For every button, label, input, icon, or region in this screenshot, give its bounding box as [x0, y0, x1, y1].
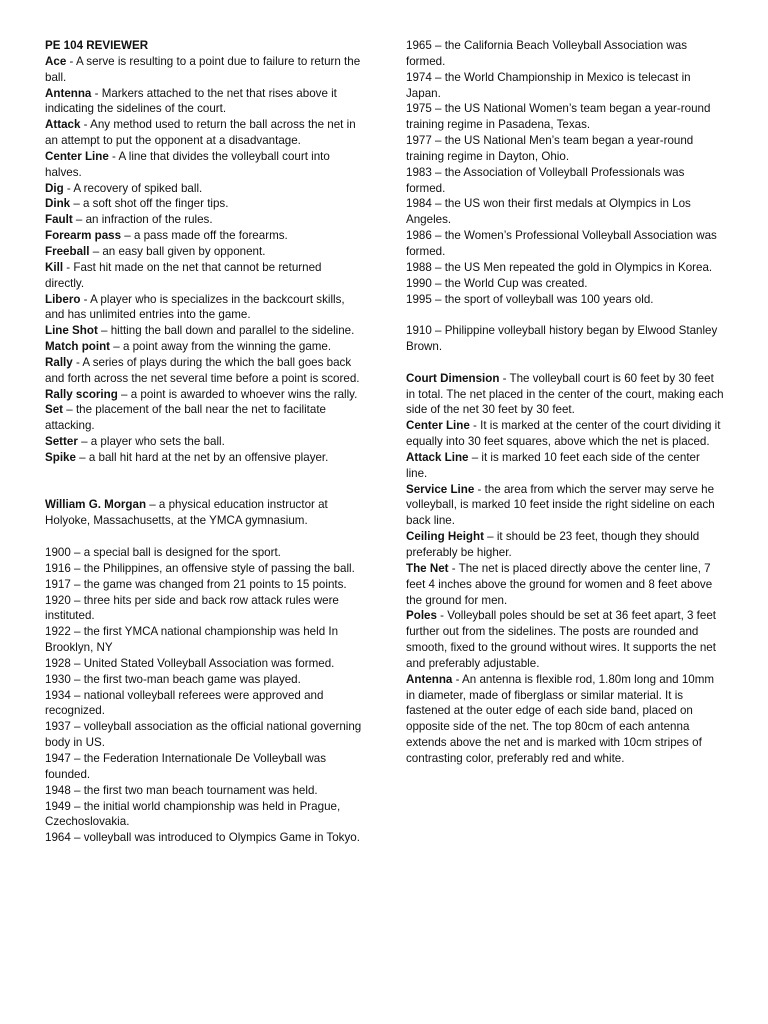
history-entry — [45, 561, 363, 577]
history-entry-text: the US National Women’s team began a year-round training regime in Pasadena, Texas. — [406, 102, 711, 132]
court-entry — [406, 371, 724, 419]
history-entry — [406, 260, 724, 276]
court-entry — [406, 529, 724, 561]
history-entry-separator: – — [431, 70, 445, 84]
history-entry-year: 1922 — [45, 625, 71, 639]
philippines-text: Philippine volleyball history began by Elwood Stanley Brown. — [406, 324, 718, 354]
spacer — [45, 466, 363, 498]
history-entry-separator: – — [431, 197, 445, 211]
history-entry — [406, 196, 724, 228]
court-entry-separator: – — [468, 450, 482, 464]
glossary-entry-definition: a ball hit hard at the net by an offensive player. — [88, 450, 329, 464]
glossary-entry-separator: – — [110, 340, 123, 354]
glossary-entry-definition: a point away from the winning the game. — [122, 340, 332, 354]
glossary-entry-term: Attack — [45, 118, 81, 132]
glossary-entry — [45, 260, 363, 292]
history-entry-text: United Stated Volleyball Association was formed. — [83, 656, 335, 670]
history-entry-separator: – — [70, 831, 84, 845]
history-entry-year: 1984 — [406, 197, 432, 211]
history-entry-year: 1928 — [45, 656, 71, 670]
glossary-entry — [45, 402, 363, 434]
glossary-entry-separator: – — [121, 229, 134, 243]
history-entry-separator: – — [70, 799, 84, 813]
glossary-entry-definition: Fast hit made on the net that cannot be returned directly. — [45, 260, 322, 290]
glossary-entry-term: Rally scoring — [45, 387, 118, 401]
document-title: PE 104 REVIEWER — [45, 39, 149, 52]
glossary-entry-term: Dig — [45, 181, 64, 195]
glossary-entry — [45, 339, 363, 355]
glossary-entry — [45, 212, 363, 228]
history-entry-separator: – — [431, 134, 445, 148]
glossary-entry — [45, 181, 363, 197]
history-entry — [406, 276, 724, 292]
history-entry-text: the US National Men’s team began a year-round training regime in Dayton, Ohio. — [406, 134, 694, 163]
court-entry-definition: The volleyball court is 60 feet by 30 feet in total. The net placed in the center of the court, making each side of the net 30 feet by 30 feet. — [406, 371, 724, 417]
glossary-entry-definition: A series of plays during the which the ball goes back and forth across the net several time before a point is scored. — [45, 355, 360, 385]
history-entry — [45, 577, 363, 593]
court-entry — [406, 482, 724, 530]
spacer — [406, 355, 724, 371]
court-entry-separator: - — [452, 672, 463, 686]
history-entry-year: 1916 — [45, 561, 71, 575]
court-entry-definition: the area from which the server may serve he volleyball, is marked 10 feet inside the right sideline on each back line. — [406, 482, 715, 528]
glossary-entry-separator: – — [70, 197, 84, 211]
court-entry-separator: - — [474, 482, 485, 496]
history-entry-text: a special ball is designed for the sport. — [83, 546, 281, 559]
history-entry — [45, 656, 363, 672]
glossary-entry — [45, 434, 363, 450]
history-entry-year: 1900 — [45, 546, 71, 559]
glossary-entry — [45, 149, 363, 181]
history-entry-year: 1988 — [406, 260, 432, 274]
glossary-entry-definition: Markers attached to the net that rises above it indicating the sidelines of the court. — [45, 86, 337, 116]
court-list — [406, 371, 724, 767]
glossary-entry — [45, 323, 363, 339]
court-entry-term: Center Line — [406, 419, 470, 433]
glossary-entry-term: Spike — [45, 450, 76, 464]
court-entry-definition: it should be 23 feet, though they should preferably be higher. — [406, 530, 700, 559]
history-entry-separator: – — [70, 656, 84, 670]
glossary-entry-definition: an easy ball given by opponent. — [102, 244, 266, 258]
glossary-entry-term: Fault — [45, 213, 73, 227]
history-entry-text: the first YMCA national championship was held In Brooklyn, NY — [45, 625, 339, 655]
history-entry — [406, 133, 724, 165]
spacer — [45, 529, 363, 545]
glossary-entry — [45, 54, 363, 86]
history-entry — [45, 719, 363, 751]
history-entry-year: 1977 — [406, 134, 432, 148]
glossary-entry-term: Antenna — [45, 86, 92, 100]
court-entry-term: Court Dimension — [406, 371, 500, 385]
glossary-entry — [45, 86, 363, 118]
history-list-right — [406, 38, 724, 307]
history-entry-year: 1990 — [406, 276, 432, 290]
glossary-entry-term: Libero — [45, 292, 81, 306]
inventor-name: William G. Morgan — [45, 498, 147, 512]
glossary-entry-definition: a pass made off the forearms. — [133, 229, 288, 243]
glossary-entry — [45, 387, 363, 403]
glossary-entry-definition: hitting the ball down and parallel to the sideline. — [110, 324, 355, 338]
glossary-entry-term: Dink — [45, 197, 71, 211]
history-entry-text: the Association of Volleyball Professionals was formed. — [406, 165, 685, 195]
glossary-entry-separator: - — [80, 292, 91, 306]
history-entry — [406, 228, 724, 260]
court-entry-definition: Volleyball poles should be set at 36 feet apart, 3 feet further out from the sidelines. The posts are rounded and smooth, fixed to the ground without wires. It supports the net and preferably adjustable. — [406, 609, 717, 670]
history-entry-separator: – — [70, 672, 84, 686]
history-entry-text: the first two-man beach game was played. — [83, 672, 301, 686]
history-entry-year: 1965 — [406, 39, 432, 52]
history-entry-year: 1986 — [406, 229, 432, 243]
history-entry-separator: – — [70, 625, 84, 639]
philippines-separator: – — [431, 324, 445, 338]
history-entry-separator: – — [70, 577, 84, 591]
history-entry-separator: – — [70, 751, 84, 765]
glossary-entry-definition: A serve is resulting to a point due to failure to return the ball. — [45, 54, 361, 84]
history-entry-separator: – — [431, 276, 445, 290]
history-entry-text: volleyball association as the official national governing body in US. — [45, 720, 362, 750]
glossary-entry-term: Set — [45, 403, 64, 417]
glossary-entry — [45, 196, 363, 212]
glossary-entry-term: Kill — [45, 260, 64, 274]
inventor-entry — [45, 497, 363, 529]
history-entry — [406, 292, 724, 308]
history-entry-text: the World Championship in Mexico is telecast in Japan. — [406, 70, 691, 100]
inventor-separator: – — [146, 498, 159, 512]
history-entry-separator: – — [70, 561, 84, 575]
court-entry — [406, 672, 724, 767]
history-entry — [45, 688, 363, 720]
glossary-list — [45, 54, 363, 466]
history-entry-text: the first two man beach tournament was held. — [83, 783, 318, 797]
court-entry-separator: - — [469, 419, 481, 433]
history-entry-year: 1983 — [406, 165, 432, 179]
history-entry-text: volleyball was introduced to Olympics Game in Tokyo. — [83, 831, 360, 845]
right-column — [406, 38, 724, 767]
history-entry-text: the sport of volleyball was 100 years old. — [444, 292, 654, 306]
history-entry-year: 1975 — [406, 102, 432, 116]
history-entry-separator: – — [431, 292, 445, 306]
history-entry-separator: – — [70, 546, 84, 559]
court-entry-definition: The net is placed directly above the center line, 7 feet 4 inches above the ground for women and 8 feet above the ground for men. — [406, 561, 713, 607]
court-entry — [406, 418, 724, 450]
court-entry-definition: An antenna is flexible rod, 1.80m long and 10mm in diameter, made of fiberglass or similar material. It is fastened at the outer edge of each side band, placed on opposite side of the net. The top 80cm of each antenna extends above the net and is marked with 10cm stripes of contrasting color, preferably red and white. — [406, 672, 715, 765]
glossary-entry-separator: – — [117, 387, 131, 401]
history-entry-text: the initial world championship was held in Prague, Czechoslovakia. — [45, 799, 341, 829]
history-entry-text: national volleyball referees were approved and recognized. — [45, 688, 324, 718]
glossary-entry-definition: a player who sets the ball. — [90, 435, 225, 449]
glossary-entry-definition: Any method used to return the ball across the net in an attempt to put the opponent at a disadvantage. — [45, 118, 356, 148]
glossary-entry-term: Rally — [45, 355, 73, 369]
glossary-entry-term: Freeball — [45, 244, 90, 258]
court-entry — [406, 561, 724, 609]
history-entry-text: the California Beach Volleyball Association was formed. — [406, 39, 688, 68]
court-entry-term: The Net — [406, 561, 449, 575]
history-list-left — [45, 545, 363, 846]
history-entry-text: the US won their first medals at Olympics in Los Angeles. — [406, 197, 691, 227]
glossary-entry-separator: – — [63, 403, 76, 417]
history-entry-text: the World Cup was created. — [444, 276, 588, 290]
history-entry-year: 1949 — [45, 799, 71, 813]
glossary-entry-separator: – — [89, 244, 103, 258]
court-entry-definition: It is marked at the center of the court dividing it equally into 30 feet squares, above which the net is placed. — [406, 419, 721, 449]
glossary-entry-separator: – — [75, 450, 89, 464]
glossary-entry-separator: – — [77, 435, 91, 449]
left-column — [45, 38, 363, 846]
court-entry — [406, 450, 724, 482]
history-entry — [45, 624, 363, 656]
glossary-entry — [45, 450, 363, 466]
history-entry-separator: – — [70, 688, 84, 702]
glossary-entry-term: Center Line — [45, 149, 109, 163]
history-entry-year: 1995 — [406, 292, 432, 306]
court-entry-term: Attack Line — [406, 450, 469, 464]
glossary-entry-definition: an infraction of the rules. — [85, 213, 213, 227]
glossary-entry-definition: the placement of the ball near the net to facilitate attacking. — [45, 403, 327, 433]
glossary-entry — [45, 244, 363, 260]
history-entry — [45, 799, 363, 831]
glossary-entry-definition: a point is awarded to whoever wins the rally. — [130, 387, 358, 401]
history-entry-year: 1964 — [45, 831, 71, 845]
glossary-entry-term: Line Shot — [45, 324, 98, 338]
history-entry — [406, 38, 724, 70]
glossary-entry — [45, 355, 363, 387]
history-entry-separator: – — [431, 229, 445, 243]
history-entry — [45, 672, 363, 688]
glossary-entry-separator: - — [63, 181, 74, 195]
history-entry-separator: – — [431, 260, 445, 274]
court-entry-separator: - — [436, 609, 448, 623]
glossary-entry-definition: a soft shot off the finger tips. — [83, 197, 229, 211]
glossary-entry-definition: A recovery of spiked ball. — [73, 181, 203, 195]
glossary-entry-separator: – — [97, 324, 111, 338]
glossary-entry-separator: - — [66, 54, 76, 68]
spacer — [406, 307, 724, 323]
philippines-year: 1910 — [406, 324, 432, 338]
glossary-entry — [45, 292, 363, 324]
court-entry-term: Poles — [406, 609, 437, 623]
history-entry-text: the Federation Internationale De Volleyball was founded. — [45, 751, 327, 781]
history-entry-text: the Philippines, an offensive style of passing the ball. — [83, 561, 355, 575]
glossary-entry-separator: - — [91, 86, 102, 100]
glossary-entry-separator: – — [72, 213, 86, 227]
court-entry-definition: it is marked 10 feet each side of the center line. — [406, 450, 700, 480]
history-entry-year: 1930 — [45, 672, 71, 686]
history-entry-separator: – — [431, 102, 445, 116]
glossary-entry-term: Setter — [45, 435, 78, 449]
court-entry — [406, 608, 724, 671]
glossary-entry — [45, 117, 363, 149]
court-entry-term: Antenna — [406, 672, 453, 686]
court-entry-separator: – — [483, 530, 497, 544]
history-entry-year: 1974 — [406, 70, 432, 84]
history-entry — [45, 545, 363, 561]
glossary-entry-separator: - — [108, 149, 119, 163]
history-entry-year: 1920 — [45, 593, 71, 607]
history-entry — [45, 751, 363, 783]
history-entry-text: the game was changed from 21 points to 15 points. — [83, 577, 347, 591]
history-entry-year: 1947 — [45, 751, 71, 765]
history-entry — [45, 783, 363, 799]
history-entry-year: 1934 — [45, 688, 71, 702]
history-entry-separator: – — [70, 783, 84, 797]
glossary-entry-term: Forearm pass — [45, 229, 122, 243]
history-entry-text: the Women’s Professional Volleyball Association was formed. — [406, 229, 717, 258]
inventor-description: a physical education instructor at Holyoke, Massachusetts, at the YMCA gymnasium. — [45, 498, 328, 528]
history-entry-separator: – — [431, 165, 445, 179]
history-entry-year: 1948 — [45, 783, 71, 797]
court-entry-term: Ceiling Height — [406, 530, 484, 544]
history-entry — [406, 70, 724, 102]
glossary-entry-separator: - — [72, 355, 83, 369]
glossary-entry-term: Ace — [45, 54, 67, 68]
history-entry-text: three hits per side and back row attack rules were instituted. — [45, 593, 339, 623]
glossary-entry-term: Match point — [45, 340, 111, 354]
history-entry-year: 1917 — [45, 577, 71, 591]
glossary-entry-definition: A player who is specializes in the backcourt skills, and has unlimited entries into the game. — [45, 292, 345, 322]
history-entry-separator: – — [70, 720, 84, 734]
glossary-entry — [45, 228, 363, 244]
court-entry-separator: - — [448, 561, 459, 575]
history-entry — [406, 165, 724, 197]
history-entry — [45, 830, 363, 846]
court-entry-separator: - — [499, 371, 510, 385]
history-entry — [406, 101, 724, 133]
history-entry-separator: – — [70, 593, 84, 607]
glossary-entry-definition: A line that divides the volleyball court into halves. — [45, 149, 330, 179]
history-entry-text: the US Men repeated the gold in Olympics in Korea. — [444, 260, 713, 274]
court-entry-term: Service Line — [406, 482, 475, 496]
philippines-entry — [406, 323, 724, 355]
history-entry-year: 1937 — [45, 720, 71, 734]
glossary-entry-separator: - — [63, 260, 74, 274]
glossary-entry-separator: - — [80, 118, 91, 132]
history-entry — [45, 593, 363, 625]
history-entry-separator: – — [431, 39, 445, 52]
